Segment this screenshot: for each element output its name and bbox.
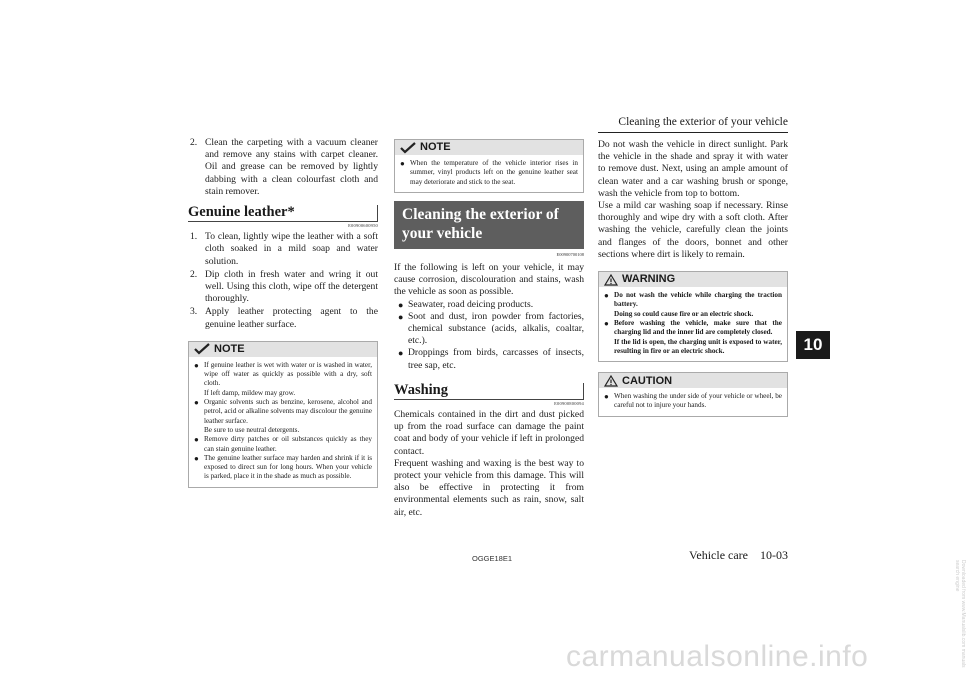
- column-middle: [394, 137, 584, 519]
- section-code: E00900600950: [348, 223, 378, 229]
- note-pencil-icon: [400, 142, 416, 154]
- bullet-icon: ●: [398, 311, 404, 322]
- bullet-icon: ●: [604, 291, 609, 301]
- list-item: ● When washing the under side of your vehicle or wheel, be careful not to injure your hands.: [604, 392, 782, 410]
- note-box: [188, 341, 378, 488]
- paragraph: Frequent washing and waxing is the best way to protect your vehicle from this damage. This will also be effective in protecting it from environmental elements such as rain, snow, salt air, etc.: [394, 457, 584, 518]
- list-item: ● Seawater, road deicing products.: [394, 299, 584, 311]
- column-right: [598, 139, 788, 417]
- step-item: 3. Apply leather protecting agent to the genuine leather surface.: [190, 306, 378, 330]
- paragraph: Use a mild car washing soap if necessary. Rinse thoroughly and wipe dry with a soft cloth. After washing the vehicle, carefully clean the joints and flanges of the doors, bonnet and other sections where dirt is likely to remain.: [598, 200, 788, 260]
- list-item: ● Droppings from birds, carcasses of insects, tree sap, etc.: [394, 347, 584, 371]
- bullet-icon: ●: [398, 299, 404, 310]
- note-body: [189, 357, 377, 487]
- list-item: ● The genuine leather surface may harden and shrink if it is exposed to direct sun for long hours. When your vehicle is parked, place it in the shade as much as possible.: [194, 453, 372, 481]
- bullet-icon: ●: [194, 435, 199, 445]
- carpet-steps: [188, 137, 378, 198]
- warning-body: [599, 287, 787, 361]
- section-heading-washing: Washing: [394, 381, 584, 400]
- bullet-icon: ●: [398, 348, 404, 359]
- list-item: ● Soot and dust, iron powder from factories, chemical substance (acids, alkalis, coaltar, etc.).: [394, 311, 584, 348]
- list-item: ● Before washing the vehicle, make sure that the charging lid and the inner lid are completely closed. If the lid is open, the charging unit is exposed to water, resulting in fire or an electric shock.: [604, 318, 782, 355]
- intro-paragraph: If the following is left on your vehicle, it may cause corrosion, discolouration and stains, wash the vehicle as soon as possible.: [394, 261, 584, 298]
- warning-triangle-icon: [604, 274, 618, 286]
- footer-page-label: Vehicle care 10-03: [689, 548, 788, 562]
- header-rule: [598, 132, 788, 133]
- list-item: ● Organic solvents such as benzine, kerosene, alcohol and petrol, acid or alkaline solvents may discolour the genuine leather surface. Be sure to use neutral detergents.: [194, 398, 372, 434]
- watermark-site: carmanualsonline.info: [566, 640, 869, 673]
- list-item: ● Remove dirty patches or oil substances quickly as they can stain genuine leather.: [194, 435, 372, 453]
- running-title: Cleaning the exterior of your vehicle: [618, 116, 788, 128]
- watermark-side-text: Downloaded from www.Manualslib.com manuals search engine: [954, 560, 966, 668]
- section-code: E00900800094: [554, 400, 584, 406]
- bullet-icon: ●: [194, 398, 199, 408]
- step-item: 2. Clean the carpeting with a vacuum cleaner and remove any stains with carpet cleaner. Oil and grease can be removed by lightly dabbing with a clean colourfast cloth and stain remover.: [190, 137, 378, 197]
- warning-header: WARNING: [599, 272, 787, 287]
- bullet-icon: ●: [400, 159, 405, 168]
- step-item: 1. To clean, lightly wipe the leather with a soft cloth soaked in a mild soap and water solution.: [190, 231, 378, 267]
- bullet-icon: ●: [194, 360, 199, 370]
- paragraph: Chemicals contained in the dirt and dust picked up from the road surface can damage the paint coat and body of your vehicle if left in prolonged contact.: [394, 408, 584, 457]
- warning-box: [598, 271, 788, 362]
- bullet-icon: ●: [194, 453, 199, 463]
- list-item: ● If genuine leather is wet with water or is washed in water, wipe off water as quickly as possible with a dry, soft cloth. If left damp, mildew may grow.: [194, 360, 372, 397]
- footer-doc-code: OGGE18E1: [472, 554, 513, 563]
- caution-box: [598, 372, 788, 417]
- bullet-icon: ●: [604, 318, 609, 328]
- caution-header: CAUTION: [599, 373, 787, 388]
- chapter-tab[interactable]: 10: [796, 331, 830, 359]
- list-item: ● When the temperature of the vehicle interior rises in summer, vinyl products left on the genuine leather seat may deteriorate and stick to the seat.: [400, 159, 578, 186]
- section-code: E00900700108: [556, 251, 584, 257]
- section-banner-cleaning-exterior: Cleaning the exterior of your vehicle: [394, 201, 584, 249]
- bullet-icon: ●: [604, 392, 609, 402]
- note-body: [395, 155, 583, 192]
- note-pencil-icon: [194, 343, 210, 355]
- paragraph: Do not wash the vehicle in direct sunlight. Park the vehicle in the shade and spray it with water to remove dust. Next, using an ample amount of clean water and a car washing brush or sponge, wash the vehicle from top to bottom.: [598, 139, 788, 199]
- column-left: [188, 137, 378, 488]
- section-heading-genuine-leather: Genuine leather*: [188, 203, 378, 222]
- note-header: NOTE: [189, 342, 377, 357]
- note-box: [394, 139, 584, 193]
- caution-body: [599, 388, 787, 416]
- list-item: ● Do not wash the vehicle while charging the traction battery. Doing so could cause fire or an electric shock.: [604, 291, 782, 318]
- step-item: 2. Dip cloth in fresh water and wring it out well. Using this cloth, wipe off the detergent thoroughly.: [190, 268, 378, 305]
- leather-steps: [188, 231, 378, 331]
- note-header: NOTE: [395, 140, 583, 155]
- caution-triangle-icon: [604, 375, 618, 387]
